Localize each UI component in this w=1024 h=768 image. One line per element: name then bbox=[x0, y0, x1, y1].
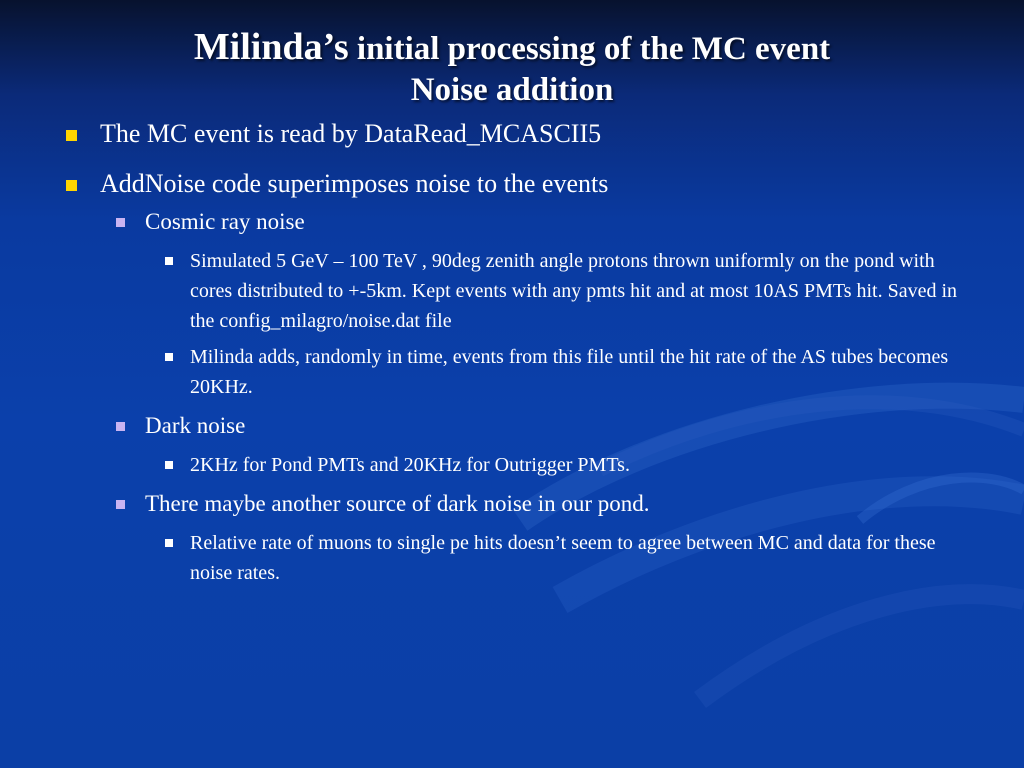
title-line-1-rest: initial processing of the MC event bbox=[348, 31, 831, 67]
sub-sub-bullet-item bbox=[60, 528, 960, 588]
sub-sub-bullet-text: Relative rate of muons to single pe hits doesn’t seem to agree between MC and data for these noise rates. bbox=[190, 532, 936, 584]
sub-bullet-text: Dark noise bbox=[145, 413, 246, 438]
square-bullet-icon bbox=[165, 353, 173, 361]
title-line-1 bbox=[0, 24, 1024, 70]
square-bullet-icon bbox=[116, 500, 125, 509]
sub-sub-bullet-item bbox=[60, 246, 960, 336]
square-bullet-icon bbox=[66, 180, 77, 191]
square-bullet-icon bbox=[165, 461, 173, 469]
square-bullet-icon bbox=[165, 539, 173, 547]
sub-bullet-item bbox=[60, 412, 960, 440]
sub-sub-bullet-item bbox=[60, 450, 960, 480]
sub-sub-bullet-text: Milinda adds, randomly in time, events from this file until the hit rate of the AS tubes becomes 20KHz. bbox=[190, 346, 949, 398]
bullet-item bbox=[60, 168, 960, 200]
square-bullet-icon bbox=[66, 130, 77, 141]
bullet-item bbox=[60, 118, 960, 150]
title-line-2: Noise addition bbox=[410, 72, 614, 109]
sub-bullet-item bbox=[60, 490, 960, 518]
square-bullet-icon bbox=[116, 422, 125, 431]
title-lead: Milinda’s bbox=[193, 26, 349, 68]
square-bullet-icon bbox=[165, 257, 173, 265]
bullet-text: AddNoise code superimposes noise to the events bbox=[100, 169, 609, 198]
square-bullet-icon bbox=[116, 218, 125, 227]
bullet-text: The MC event is read by DataRead_MCASCII5 bbox=[100, 119, 602, 148]
sub-bullet-text: There maybe another source of dark noise in our pond. bbox=[145, 491, 650, 516]
sub-bullet-item bbox=[60, 208, 960, 236]
sub-sub-bullet-item bbox=[60, 342, 960, 402]
slide-title bbox=[0, 24, 1024, 111]
sub-bullet-text: Cosmic ray noise bbox=[145, 209, 305, 234]
sub-sub-bullet-text: 2KHz for Pond PMTs and 20KHz for Outrigger PMTs. bbox=[190, 454, 630, 476]
bullet-list bbox=[60, 118, 960, 594]
sub-sub-bullet-text: Simulated 5 GeV – 100 TeV , 90deg zenith angle protons thrown uniformly on the pond with cores distributed to +-5km. Kept events with any pmts hit and at most 10AS PMTs hit. Saved in the config_milagro/noise.dat file bbox=[190, 250, 958, 332]
